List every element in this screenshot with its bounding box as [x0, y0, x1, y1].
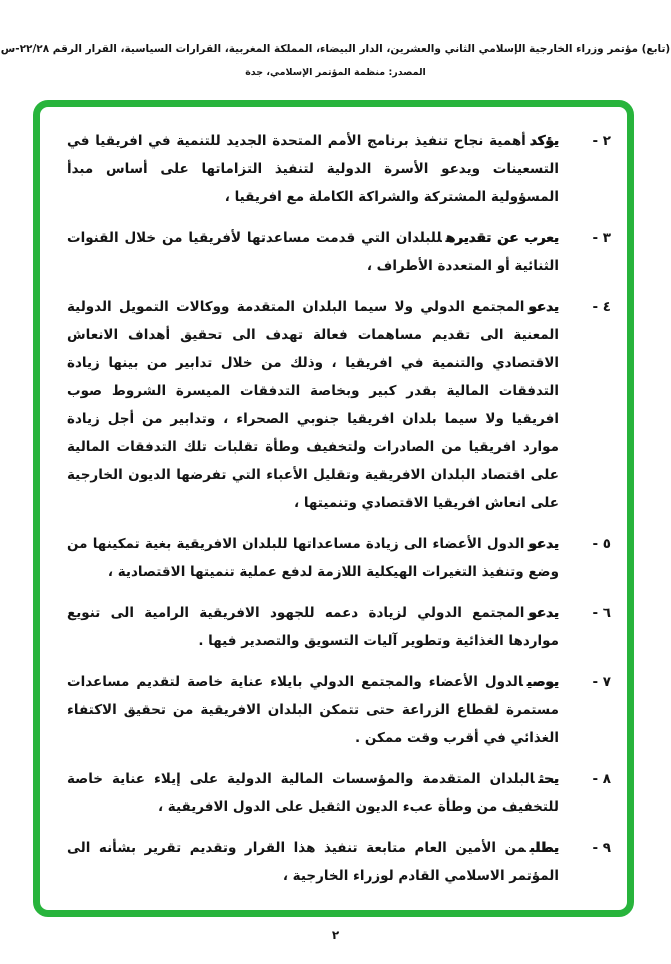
item-body: أهمية نجاح تنفيذ برنامج الأمم المتحدة الجديد للتنمية في افريقيا في التسعينات ويدعو الأسرة الدولية لتنفيذ التزاماتها على أساس مبدأ المسؤولية المشتركة والشراكة الكاملة مع افريقيا ، [67, 133, 559, 205]
item-text [67, 668, 559, 752]
item-text [67, 834, 559, 890]
item-number: ٥ - [592, 536, 611, 552]
item-lead-verb: يحث [538, 771, 559, 787]
item-lead-verb: يؤكد [529, 133, 559, 149]
page-number: ٢ [331, 928, 340, 942]
item-number: ٩ - [592, 840, 611, 856]
item-body: المجتمع الدولي ولا سيما البلدان المتقدمة ووكالات التمويل الدولية المعنية الى تقديم مساهمات فعالة تهدف الى تحقيق أهداف الانعاش الاقتصادي والتنمية في افريقيا ، وذلك من خلال تدابير من بينها زيادة التدفقات المالية بقدر كبير وبخاصة التدفقات الميسرة الشروط صوب افريقيا ولا سيما بلدان افريقيا جنوبي الصحراء ، وتدابير من أجل زيادة موارد افريقيا من الصادرات ولتخفيف وطأة تقلبات تلك التدفقات المالية على اقتصاد البلدان الافريقية وتقليل الأعباء التي تفرضها الديون الخارجية على انعاش افريقيا الاقتصادي وتنميتها ، [67, 299, 559, 511]
item-body: الدول الأعضاء والمجتمع الدولي بايلاء عناية خاصة لتقديم مساعدات مستمرة لقطاع الزراعة حتى تتمكن البلدان الافريقية من تحقيق الاكتفاء الغذائي في أقرب وقت ممكن . [67, 674, 559, 746]
item-text [67, 765, 559, 821]
item-lead-verb: يدعو [528, 299, 559, 315]
document-header [0, 42, 671, 79]
item-text [67, 530, 559, 586]
item-text [67, 599, 559, 655]
item-lead-verb: يعرب عن تقديره [445, 230, 559, 246]
item-text [67, 127, 559, 211]
item-body: البلدان المتقدمة والمؤسسات المالية الدولية على إيلاء عناية خاصة للتخفيف من وطأة عبء الديون الثقيل على الدول الافريقية ، [67, 771, 559, 815]
item-lead-verb: يوصي [526, 674, 559, 690]
item-number: ٢ - [592, 133, 611, 149]
list-item [67, 127, 611, 211]
item-body: من الأمين العام متابعة تنفيذ هذا القرار وتقديم تقرير بشأنه الى المؤتمر الاسلامي القادم لوزراء الخارجية ، [67, 840, 559, 884]
item-text [67, 224, 559, 280]
resolution-list [67, 127, 611, 903]
item-body: للبلدان التي قدمت مساعدتها لأفريقيا من خلال القنوات الثنائية أو المتعددة الأطراف ، [67, 230, 559, 274]
item-lead-verb: يدعو [528, 536, 559, 552]
header-source: المصدر: منظمة المؤتمر الإسلامي، جدة [245, 67, 426, 78]
item-number: ٣ - [592, 230, 611, 246]
item-number: ٦ - [592, 605, 611, 621]
list-item [67, 224, 611, 280]
list-item [67, 834, 611, 890]
item-number: ٧ - [592, 674, 611, 690]
list-item [67, 765, 611, 821]
list-item [67, 668, 611, 752]
item-text [67, 293, 559, 517]
header-title: (تابع) مؤتمر وزراء الخارجية الإسلامي الثاني والعشرين، الدار البيضاء، المملكة المغربية، القرارات السياسية، القرار الرقم ٢٢/٢٨-س [0, 43, 671, 55]
item-lead-verb: يطلب [529, 840, 559, 856]
green-border-frame [33, 100, 634, 917]
list-item [67, 530, 611, 586]
item-number: ٨ - [592, 771, 611, 787]
item-body: الدول الأعضاء الى زيادة مساعداتها للبلدان الافريقية بغية تمكينها من وضع وتنفيذ التغيرات الهيكلية اللازمة لدفع عملية تنميتها الاقتصادية ، [67, 536, 559, 580]
item-body: المجتمع الدولي لزيادة دعمه للجهود الافريقية الرامية الى تنويع مواردها الغذائية وتطوير آليات التسويق والتصدير فيها . [67, 605, 559, 649]
list-item [67, 293, 611, 517]
list-item [67, 599, 611, 655]
item-lead-verb: يدعو [528, 605, 559, 621]
item-number: ٤ - [592, 299, 611, 315]
